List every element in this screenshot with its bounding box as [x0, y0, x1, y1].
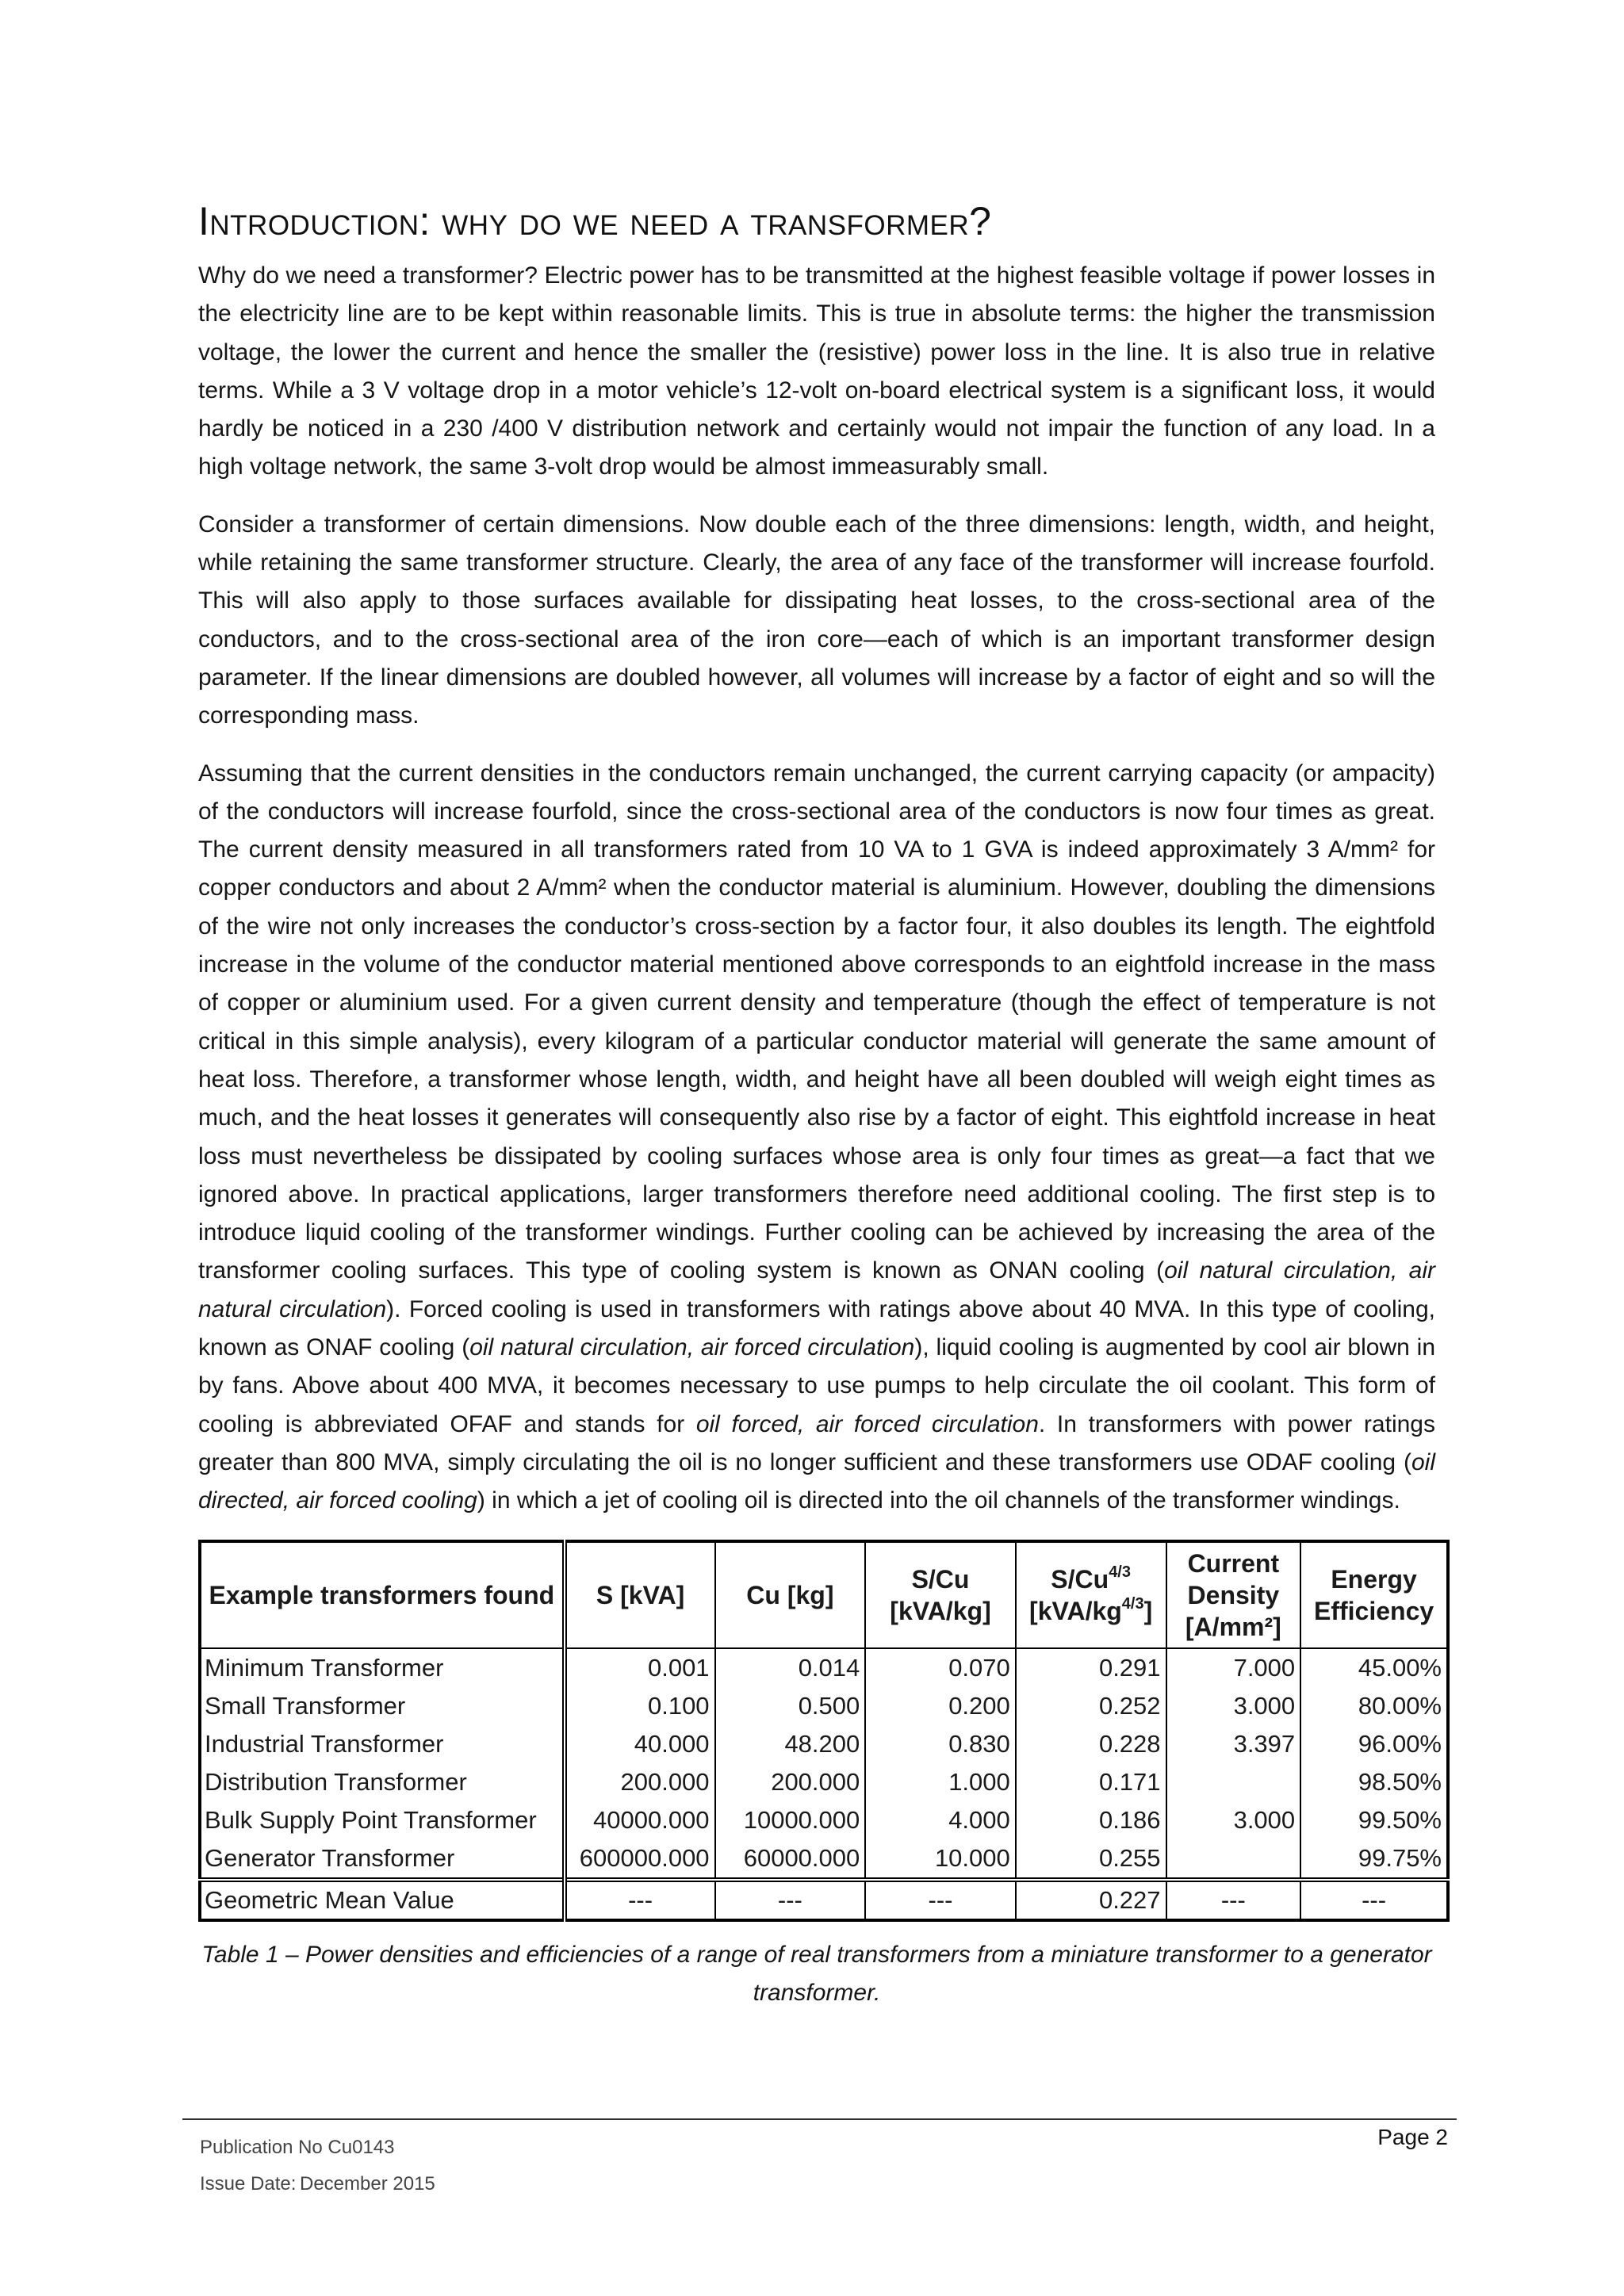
header-energy-efficiency: Energy Efficiency — [1300, 1541, 1448, 1648]
summary-s-cu: --- — [865, 1880, 1016, 1920]
table-row — [200, 1839, 1448, 1880]
header-s-per-cu: S/Cu [kVA/kg] — [865, 1541, 1016, 1648]
cell-s-cu43: 0.228 — [1016, 1725, 1166, 1763]
transformer-table — [198, 1540, 1450, 1922]
header-s-kva: S [kVA] — [565, 1541, 715, 1648]
cell-s-cu43: 0.255 — [1016, 1839, 1166, 1880]
cell-s-cu43: 0.291 — [1016, 1648, 1166, 1687]
paragraph-3-italic: oil forced, air forced circulation — [695, 1410, 1039, 1437]
cell-cu: 0.500 — [715, 1687, 866, 1725]
cell-s-cu: 1.000 — [865, 1763, 1016, 1801]
cell-s-cu: 4.000 — [865, 1801, 1016, 1839]
header-s-per-cu-43: $S/Cu^{4/3}$ $[kVA/kg^{4/3}]$ — [1016, 1541, 1166, 1648]
cell-s-cu43: 0.252 — [1016, 1687, 1166, 1725]
cell-s: 40000.000 — [565, 1801, 715, 1839]
footer-publication-info — [200, 2130, 435, 2202]
cell-efficiency: 99.75% — [1300, 1839, 1448, 1880]
issue-date — [200, 2166, 435, 2202]
cell-s: 0.100 — [565, 1687, 715, 1725]
cell-cu: 200.000 — [715, 1763, 866, 1801]
summary-s: --- — [565, 1880, 715, 1920]
cell-s-cu: 0.200 — [865, 1687, 1016, 1725]
cell-cu: 10000.000 — [715, 1801, 866, 1839]
summary-efficiency: --- — [1300, 1880, 1448, 1920]
table-header-row — [200, 1541, 1448, 1648]
header-cu-kg: Cu [kg] — [715, 1541, 866, 1648]
table-caption: Table 1 – Power densities and efficiencies of a range of real transformers from a miniature transformer to a generator transformer. — [201, 1941, 1432, 2006]
footer-divider — [182, 2118, 1457, 2120]
table-row — [200, 1801, 1448, 1839]
table-summary-row — [200, 1880, 1448, 1920]
issue-date-label: Issue Date: — [200, 2173, 297, 2195]
row-label: Minimum Transformer — [200, 1648, 565, 1687]
cell-efficiency: 96.00% — [1300, 1725, 1448, 1763]
cell-s-cu: 10.000 — [865, 1839, 1016, 1880]
paragraph-3-text: . In transformers with power ratings greater than 800 MVA, simply circulating the oil is no longer sufficient and these transformers use ODAF cooling ( — [198, 1410, 1435, 1475]
cell-s-cu: 0.830 — [865, 1725, 1016, 1763]
cell-cu: 48.200 — [715, 1725, 866, 1763]
cell-efficiency: 45.00% — [1300, 1648, 1448, 1687]
page-number: Page 2 — [1377, 2125, 1448, 2149]
cell-density: 3.000 — [1166, 1687, 1301, 1725]
cell-density — [1166, 1763, 1301, 1801]
paragraph-3-text: ). Forced cooling is used in transformers with ratings above about 40 MVA. In this type of cooling, known as ONAF cooling ( — [198, 1295, 1436, 1361]
row-label: Small Transformer — [200, 1687, 565, 1725]
cell-cu: 0.014 — [715, 1648, 866, 1687]
row-label: Generator Transformer — [200, 1839, 565, 1880]
paragraph-3-text: ), liquid cooling is augmented by cool air blown in by fans. Above about 400 MVA, it becomes necessary to use pumps to help circulate the oil coolant. This form of cooling is abbreviated OFAF and stands for — [198, 1334, 1436, 1437]
table-row — [200, 1763, 1448, 1801]
cell-s-cu: 0.070 — [865, 1648, 1016, 1687]
cell-s: 40.000 — [565, 1725, 715, 1763]
summary-density: --- — [1166, 1880, 1301, 1920]
table-row — [200, 1648, 1448, 1687]
document-page — [198, 198, 1442, 2012]
summary-cu: --- — [715, 1880, 866, 1920]
cell-s-cu43: 0.171 — [1016, 1763, 1166, 1801]
cell-cu: 60000.000 — [715, 1839, 866, 1880]
table-row — [200, 1725, 1448, 1763]
paragraph-3 — [198, 755, 1435, 1521]
table-row — [200, 1687, 1448, 1725]
issue-date-value: December 2015 — [300, 2173, 435, 2195]
row-label: Distribution Transformer — [200, 1763, 565, 1801]
header-current-density: Current Density [A/mm²] — [1166, 1541, 1301, 1648]
summary-s-cu43: 0.227 — [1016, 1880, 1166, 1920]
cell-density: 7.000 — [1166, 1648, 1301, 1687]
cell-efficiency: 99.50% — [1300, 1801, 1448, 1839]
header-example-transformers: Example transformers found — [200, 1541, 565, 1648]
paragraph-3-italic: oil directed, air forced cooling — [198, 1448, 1435, 1514]
summary-label: Geometric Mean Value — [200, 1880, 565, 1920]
cell-s: 0.001 — [565, 1648, 715, 1687]
cell-s: 600000.000 — [565, 1839, 715, 1880]
publication-number: Publication No Cu0143 — [200, 2137, 395, 2158]
paragraph-1: Why do we need a transformer? Electric power has to be transmitted at the highest feasible voltage if power losses in the electricity line are to be kept within reasonable limits. This is true in absolute terms: the higher the transmission voltage, the lower the current and hence the smaller the (resistive) power loss in the line. It is also true in relative terms. While a 3 V voltage drop in a motor vehicle’s 12-volt on-board electrical system is a significant loss, it would hardly be noticed in a 230 /400 V distribution network and certainly would not impair the function of any load. In a high voltage network, the same 3-volt drop would be almost immeasurably small. — [198, 262, 1435, 480]
paragraph-2: Consider a transformer of certain dimensions. Now double each of the three dimensions: length, width, and height, while retaining the same transformer structure. Clearly, the area of any face of the transformer will increase fourfold. This will also apply to those surfaces available for dissipating heat losses, to the cross-sectional area of the conductors, and to the cross-sectional area of the iron core—each of which is an important transformer design parameter. If the linear dimensions are doubled however, all volumes will increase by a factor of eight and so will the corresponding mass. — [198, 511, 1435, 729]
cell-density: 3.000 — [1166, 1801, 1301, 1839]
cell-density — [1166, 1839, 1301, 1880]
paragraph-3-italic: oil natural circulation, air forced circulation — [469, 1334, 915, 1361]
paragraph-3-text: ) in which a jet of cooling oil is directed into the oil channels of the transformer windings. — [477, 1487, 1400, 1514]
cell-density: 3.397 — [1166, 1725, 1301, 1763]
row-label: Bulk Supply Point Transformer — [200, 1801, 565, 1839]
cell-s: 200.000 — [565, 1763, 715, 1801]
cell-s-cu43: 0.186 — [1016, 1801, 1166, 1839]
cell-efficiency: 98.50% — [1300, 1763, 1448, 1801]
section-heading: Introduction: why do we need a transformer? — [198, 199, 992, 243]
row-label: Industrial Transformer — [200, 1725, 565, 1763]
paragraph-3-italic: oil natural circulation, air natural circulation — [198, 1257, 1435, 1322]
paragraph-3-text: Assuming that the current densities in the conductors remain unchanged, the current carrying capacity (or ampacity) of the conductors will increase fourfold, since the cross-sectional area of the conductors is now four times as great. The current density measured in all transformers rated from 10 VA to 1 GVA is indeed approximately 3 A/mm² for copper conductors and about 2 A/mm² when the conductor material is aluminium. However, doubling the dimensions of the wire not only increases the conductor’s cross-section by a factor four, it also doubles its length. The eightfold increase in the volume of the conductor material mentioned above corresponds to an eightfold increase in the mass of copper or aluminium used. For a given current density and temperature (though the effect of temperature is not critical in this simple analysis), every kilogram of a particular conductor material will generate the same amount of heat loss. Therefore, a transformer whose length, width, and height have all been doubled will weigh eight times as much, and the heat losses it generates will consequently also rise by a factor of eight. This eightfold increase in heat loss must nevertheless be dissipated by cooling surfaces whose area is only four times as great—a fact that we ignored above. In practical applications, larger transformers therefore need additional cooling. The first step is to introduce liquid cooling of the transformer windings. Further cooling can be achieved by increasing the area of the transformer cooling surfaces. This type of cooling system is known as ONAN cooling ( — [198, 760, 1435, 1284]
cell-efficiency: 80.00% — [1300, 1687, 1448, 1725]
